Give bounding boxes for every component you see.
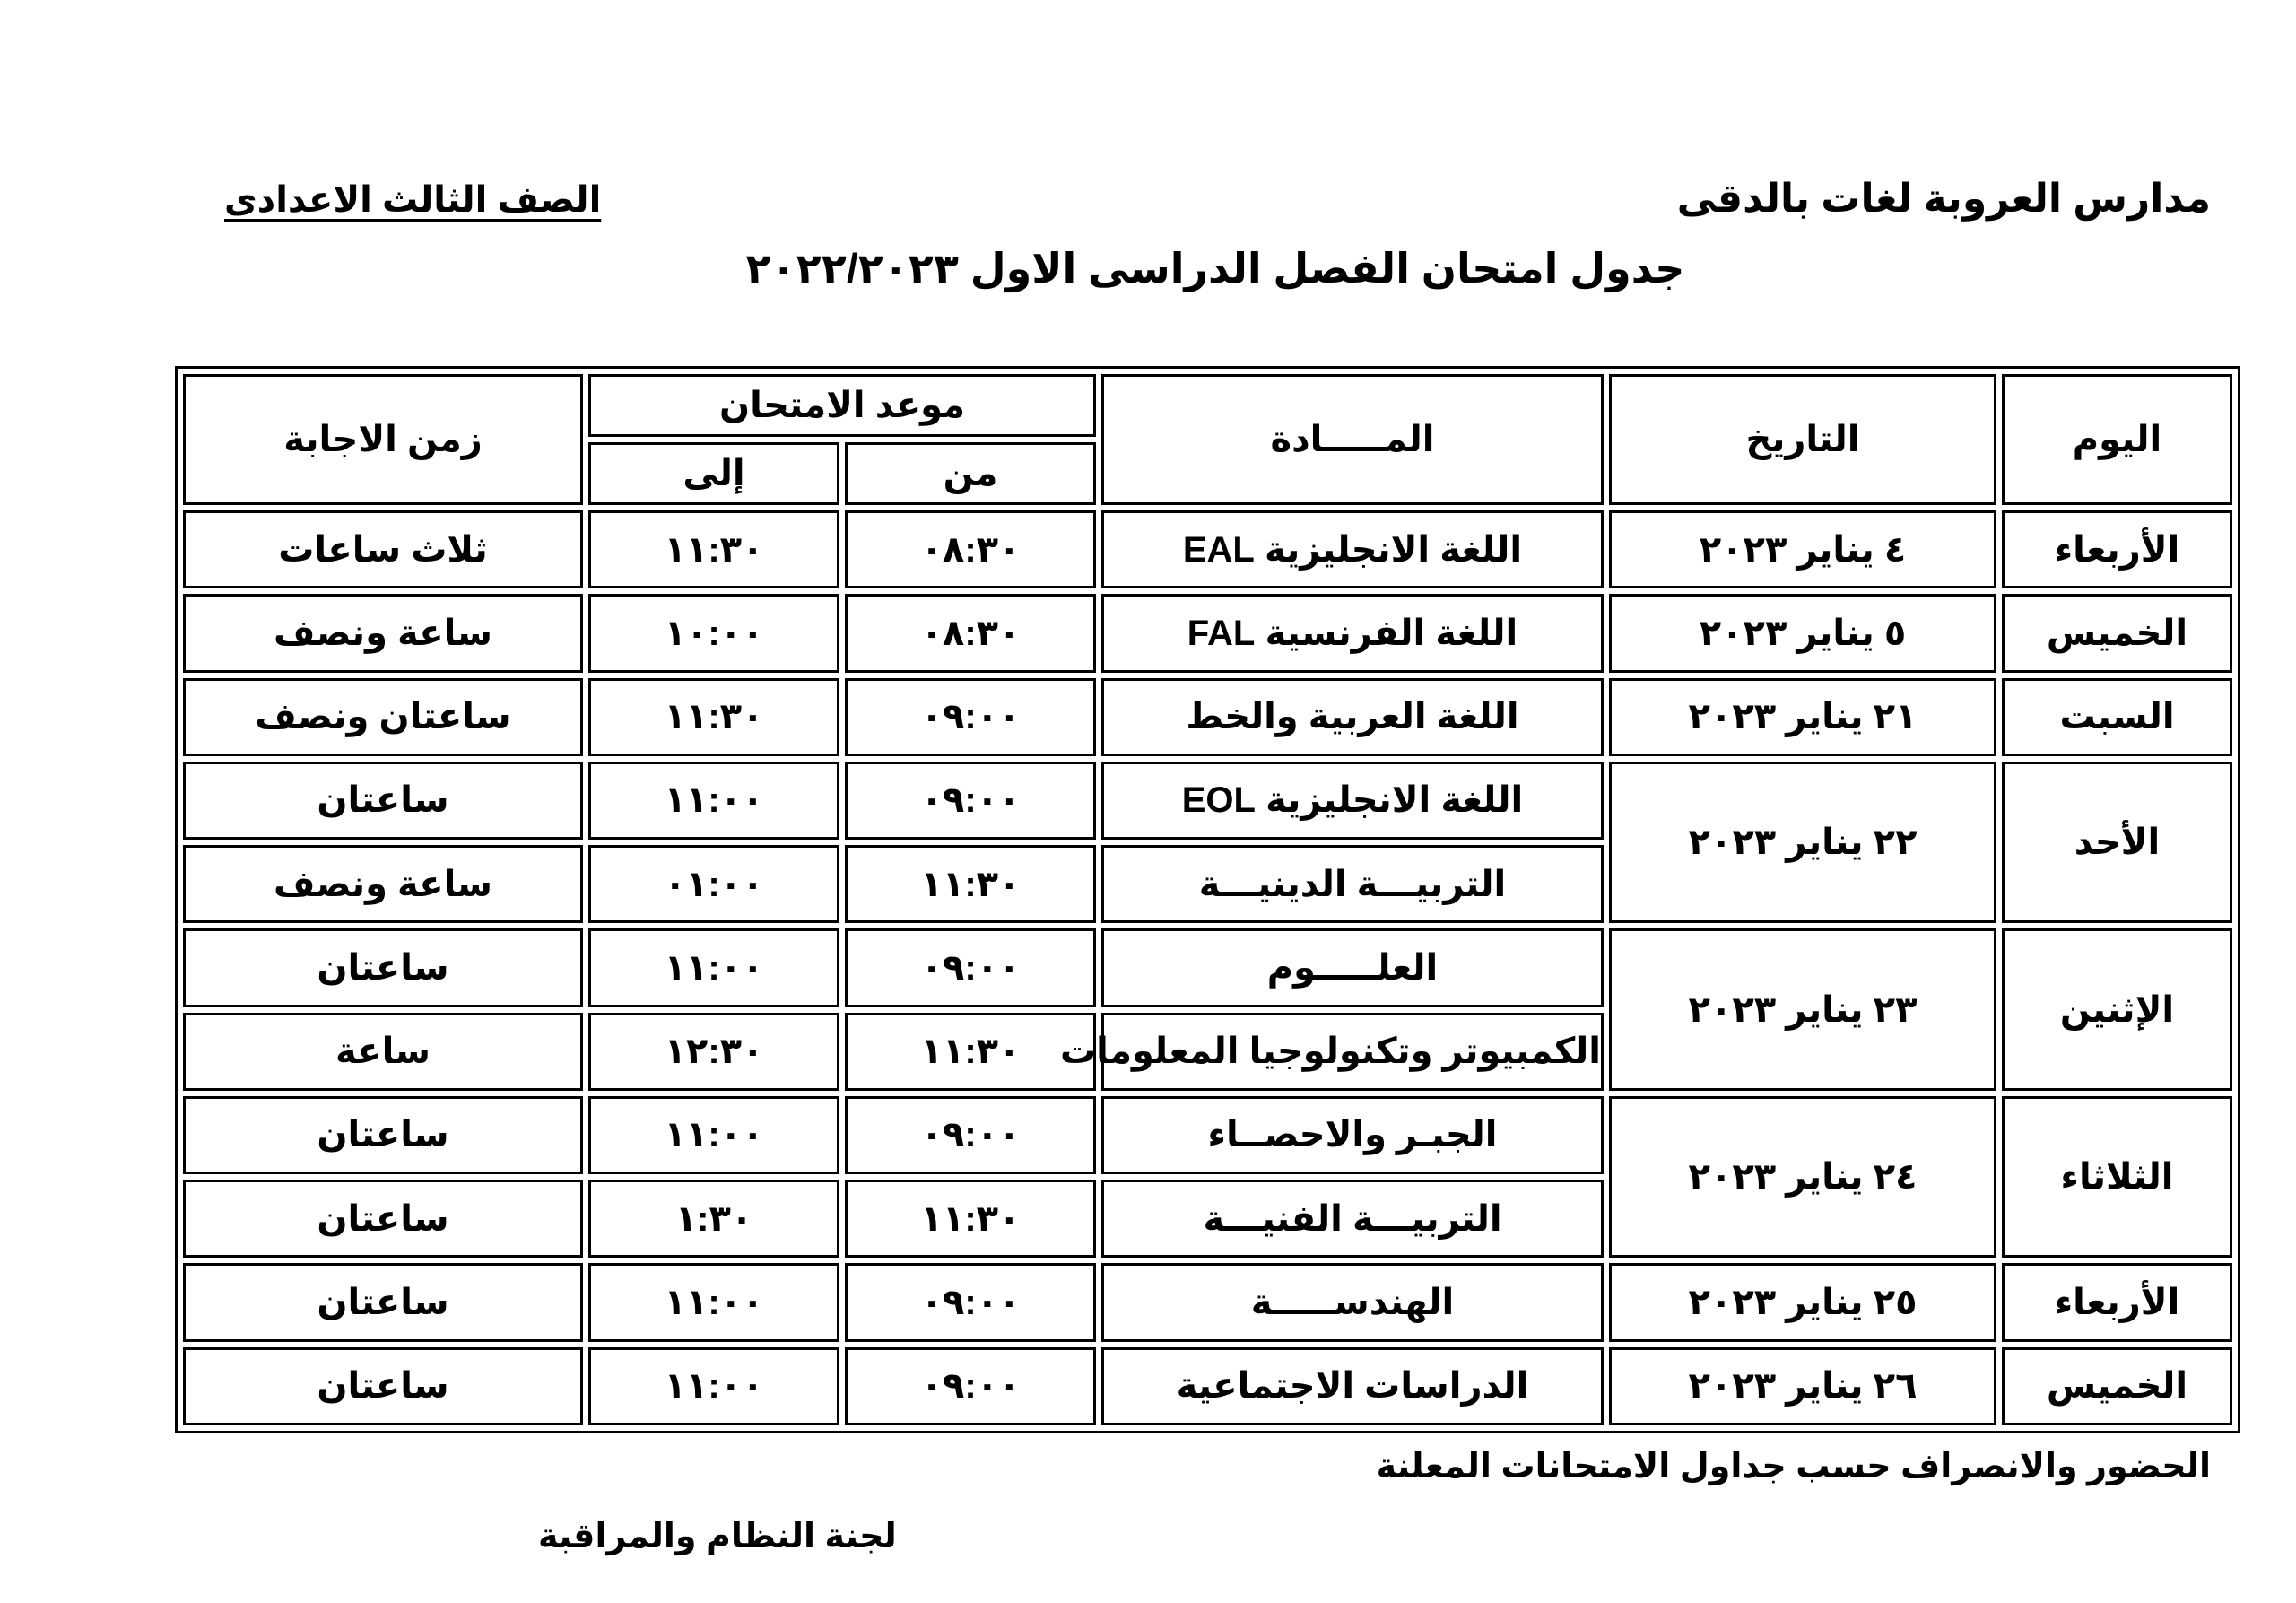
table-row: [183, 928, 2232, 1006]
cell-from: ٠٩:٠٠: [845, 1263, 1096, 1341]
header-day: اليوم: [2002, 374, 2232, 505]
cell-duration: ساعتان: [183, 1263, 583, 1341]
cell-to: ١١:٠٠: [588, 1347, 839, 1425]
cell-duration: ساعة ونصف: [183, 845, 583, 923]
document-title: جدول امتحان الفصل الدراسى الاول ٢٠٢٢/٢٠٢٣: [745, 245, 1685, 292]
cell-day: الخميس: [2002, 1347, 2232, 1425]
cell-subject: الهندســـــة: [1101, 1263, 1604, 1341]
cell-day: الأربعاء: [2002, 510, 2232, 588]
header-from: من: [845, 442, 1096, 505]
header-date: التاريخ: [1609, 374, 1996, 505]
cell-to: ١١:٠٠: [588, 1263, 839, 1341]
table-row: [183, 1096, 2232, 1174]
cell-duration: ساعتان: [183, 1096, 583, 1174]
committee-signature: لجنة النظام والمراقبة: [538, 1518, 897, 1555]
table-row: [183, 678, 2232, 756]
table-row: [183, 1263, 2232, 1341]
header-exam-time: موعد الامتحان: [588, 374, 1096, 437]
cell-from: ٠٩:٠٠: [845, 678, 1096, 756]
cell-from: ٠٩:٠٠: [845, 928, 1096, 1006]
cell-day: الثلاثاء: [2002, 1096, 2232, 1259]
table-header: [183, 374, 2232, 505]
cell-subject: الجبـر والاحصــاء: [1101, 1096, 1604, 1174]
cell-from: ٠٨:٣٠: [845, 510, 1096, 588]
cell-from: ٠٩:٠٠: [845, 1096, 1096, 1174]
cell-day: الإثنين: [2002, 928, 2232, 1091]
cell-from: ٠٨:٣٠: [845, 594, 1096, 672]
cell-to: ١:٣٠: [588, 1180, 839, 1258]
header-to: إلى: [588, 442, 839, 505]
cell-day: الأحد: [2002, 762, 2232, 924]
cell-to: ٠١:٠٠: [588, 845, 839, 923]
table-row: [183, 510, 2232, 588]
cell-date: ٥ يناير ٢٠٢٣: [1609, 594, 1996, 672]
cell-subject: الدراسات الاجتماعية: [1101, 1347, 1604, 1425]
cell-duration: ثلاث ساعات: [183, 510, 583, 588]
table-row: [183, 1347, 2232, 1425]
cell-duration: ساعة ونصف: [183, 594, 583, 672]
cell-to: ١١:٠٠: [588, 1096, 839, 1174]
cell-from: ١١:٣٠: [845, 1013, 1096, 1091]
cell-from: ٠٩:٠٠: [845, 762, 1096, 840]
cell-date: ٢٤ يناير ٢٠٢٣: [1609, 1096, 1996, 1259]
cell-day: السبت: [2002, 678, 2232, 756]
cell-duration: ساعة: [183, 1013, 583, 1091]
cell-subject: اللغة الانجليزية EOL: [1101, 762, 1604, 840]
cell-subject: الكمبيوتر وتكنولوجيا المعلومات: [1101, 1013, 1604, 1091]
cell-to: ١١:٣٠: [588, 510, 839, 588]
header-duration: زمن الاجابة: [183, 374, 583, 505]
cell-date: ٤ يناير ٢٠٢٣: [1609, 510, 1996, 588]
grade-label: الصف الثالث الاعدادى: [224, 180, 602, 220]
cell-subject: التربيـــة الدينيـــة: [1101, 845, 1604, 923]
cell-date: ٢٦ يناير ٢٠٢٣: [1609, 1347, 1996, 1425]
cell-subject: اللغة الفرنسية FAL: [1101, 594, 1604, 672]
header-subject: المـــــادة: [1101, 374, 1604, 505]
cell-to: ١١:٠٠: [588, 762, 839, 840]
cell-from: ١١:٣٠: [845, 1180, 1096, 1258]
cell-day: الأربعاء: [2002, 1263, 2232, 1341]
cell-to: ١٢:٣٠: [588, 1013, 839, 1091]
cell-date: ٢٣ يناير ٢٠٢٣: [1609, 928, 1996, 1091]
cell-from: ٠٩:٠٠: [845, 1347, 1096, 1425]
cell-subject: التربيـــة الفنيـــة: [1101, 1180, 1604, 1258]
cell-from: ١١:٣٠: [845, 845, 1096, 923]
exam-schedule-table-wrap: [175, 366, 2224, 1433]
exam-schedule-table: [175, 366, 2240, 1433]
table-row: [183, 762, 2232, 840]
cell-duration: ساعتان: [183, 762, 583, 840]
cell-to: ١١:٣٠: [588, 678, 839, 756]
cell-duration: ساعتان ونصف: [183, 678, 583, 756]
cell-day: الخميس: [2002, 594, 2232, 672]
cell-date: ٢١ يناير ٢٠٢٣: [1609, 678, 1996, 756]
school-name: مدارس العروبة لغات بالدقى: [1676, 177, 2211, 221]
cell-duration: ساعتان: [183, 1180, 583, 1258]
cell-subject: اللغة الانجليزية EAL: [1101, 510, 1604, 588]
cell-duration: ساعتان: [183, 928, 583, 1006]
cell-to: ١٠:٠٠: [588, 594, 839, 672]
table-row: [183, 594, 2232, 672]
cell-date: ٢٢ يناير ٢٠٢٣: [1609, 762, 1996, 924]
cell-subject: العلـــــوم: [1101, 928, 1604, 1006]
cell-duration: ساعتان: [183, 1347, 583, 1425]
cell-to: ١١:٠٠: [588, 928, 839, 1006]
cell-date: ٢٥ يناير ٢٠٢٣: [1609, 1263, 1996, 1341]
table-body: [183, 510, 2232, 1425]
cell-subject: اللغة العربية والخط: [1101, 678, 1604, 756]
attendance-note: الحضور والانصراف حسب جداول الامتحانات المعلنة: [1376, 1448, 2211, 1485]
